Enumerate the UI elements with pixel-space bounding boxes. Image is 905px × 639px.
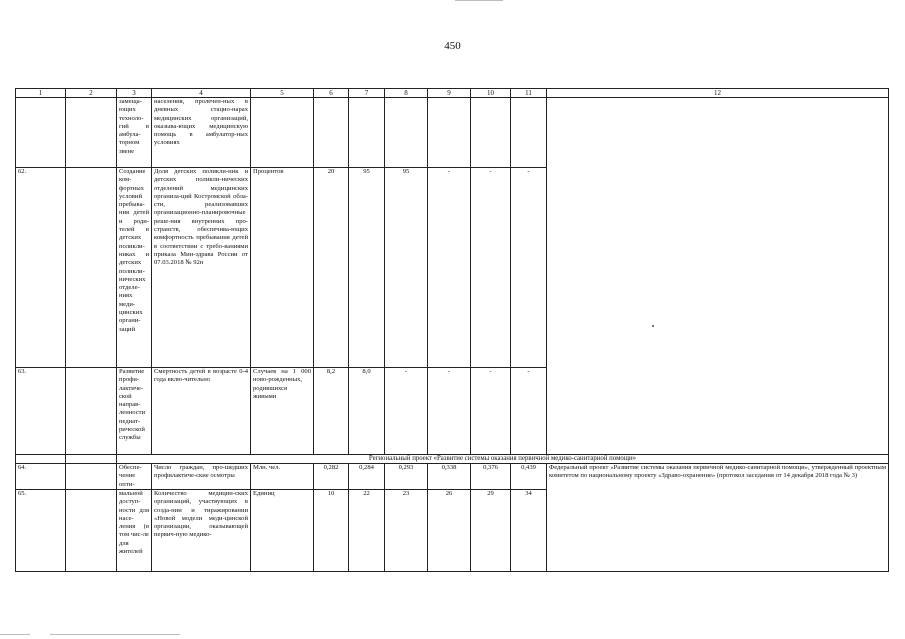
indicators-table [15,88,889,572]
cell-row-number: 62. [16,168,66,368]
cell-value: 22 [349,490,385,572]
cell-source-empty [547,98,889,455]
cell-value: - [428,168,471,368]
cell-value: 0,376 [471,464,511,490]
page-number: 450 [444,40,461,52]
cell-value: 8,0 [349,368,385,455]
cell-value: 10 [314,490,349,572]
cell-value: 23 [385,490,428,572]
cell-value: 20 [314,168,349,368]
scan-mark-bottom [50,634,180,635]
regional-project-band [16,455,889,464]
cell-event: Обеспе-чение опти- [117,464,152,490]
col-header-3: 3 [117,89,152,98]
cell-unit: Единиц [251,490,314,572]
cell-unit: Процентов [251,168,314,368]
col-header-9: 9 [428,89,471,98]
cell-row-number: 63. [16,368,66,455]
col-header-4: 4 [152,89,251,98]
cell-indicator: Количество медицин-ских организаций, участвующих в созда-нии и тиражировании «Новой модели меди-цинской организации, оказывающей первич-ную медико- [152,490,251,572]
cell-value: 0,338 [428,464,471,490]
cell-indicator: Смертность детей в возрасте 0-4 года вклю-чительно [152,368,251,455]
cell-value: - [511,168,547,368]
cell-value: 0,282 [314,464,349,490]
cell-value: - [385,368,428,455]
scan-mark-bottom [0,634,30,635]
cell-value: 34 [511,490,547,572]
cell-value: 26 [428,490,471,572]
cell-value: 95 [385,168,428,368]
cell-empty [66,464,117,490]
col-header-6: 6 [314,89,349,98]
cell-event: Развитие профи-лактиче-ской направ-ленности педиат-рической службы [117,368,152,455]
cell-empty [16,98,66,168]
cell-indicator: населения, пролечен-ных в дневных стацио-нарах медицинских организаций, оказыва-ющих медицинскую помощь в амбулатор-ных условиях [152,98,251,168]
regional-project-title: Региональный проект «Развитие системы оказания первичной медико-санитарной помощи» [117,455,889,464]
cell-empty [66,98,117,168]
cell-value: 0,284 [349,464,385,490]
cell-empty [16,455,66,464]
cell-empty [66,455,117,464]
cell-value [511,98,547,168]
scan-mark-top [455,0,503,1]
col-header-12: 12 [547,89,889,98]
cell-unit [251,98,314,168]
cell-value: - [428,368,471,455]
table-row-64 [16,464,889,490]
cell-indicator: Доля детских поликли-ник и детских поликли-нических отделений медицинских организа-ций Костромской обла-сти, реализовавших организационно-планировочные реше-ния внутренних про-странств, обеспечива-ющих комфортность пребывания детей в соответствии с требо-ваниями приказа Мин-здрава России от 07.03.2018 № 92н [152,168,251,368]
cell-value: 29 [471,490,511,572]
column-number-row [16,89,889,98]
cell-empty [66,168,117,368]
cell-value [385,98,428,168]
cell-empty [66,368,117,455]
cell-value [314,98,349,168]
col-header-7: 7 [349,89,385,98]
col-header-10: 10 [471,89,511,98]
cell-unit: Млн. чел. [251,464,314,490]
col-header-8: 8 [385,89,428,98]
cell-indicator: Число граждан, про-шедших профилактиче-ские осмотры [152,464,251,490]
table-row-continuation [16,98,889,168]
cell-empty [66,490,117,572]
col-header-5: 5 [251,89,314,98]
cell-source: Федеральный проект «Развитие системы оказания первичной медико-санитарной помощи», утвержденный проектным комитетом по национальному проекту «Здраво-охранение» (протокол заседания от 14 декабря 2018 года № 3) [547,464,889,572]
cell-event: замеща-ющих техноло-гий в амбула-торном звене [117,98,152,168]
cell-event: мальной доступ-ности для насе-ления (в том чис-ле для жителей [117,490,152,572]
cell-value [349,98,385,168]
col-header-11: 11 [511,89,547,98]
cell-event: Создание ком-фортных условий пребыва-ния детей и роди-телей в детских поликли-никах и детских поликли-нических отделе-ниях меди-цинских органи-заций [117,168,152,368]
cell-value: - [471,168,511,368]
cell-value: 95 [349,168,385,368]
cell-value: 0,439 [511,464,547,490]
cell-unit: Случаев на 1 000 ново-рожденных, родившихся живыми [251,368,314,455]
scan-speck [652,325,654,327]
cell-value: - [511,368,547,455]
col-header-1: 1 [16,89,66,98]
cell-value: 8,2 [314,368,349,455]
cell-value: 0,293 [385,464,428,490]
cell-value [471,98,511,168]
cell-row-number: 64. [16,464,66,490]
cell-value [428,98,471,168]
cell-value: - [471,368,511,455]
col-header-2: 2 [66,89,117,98]
cell-row-number: 65. [16,490,66,572]
